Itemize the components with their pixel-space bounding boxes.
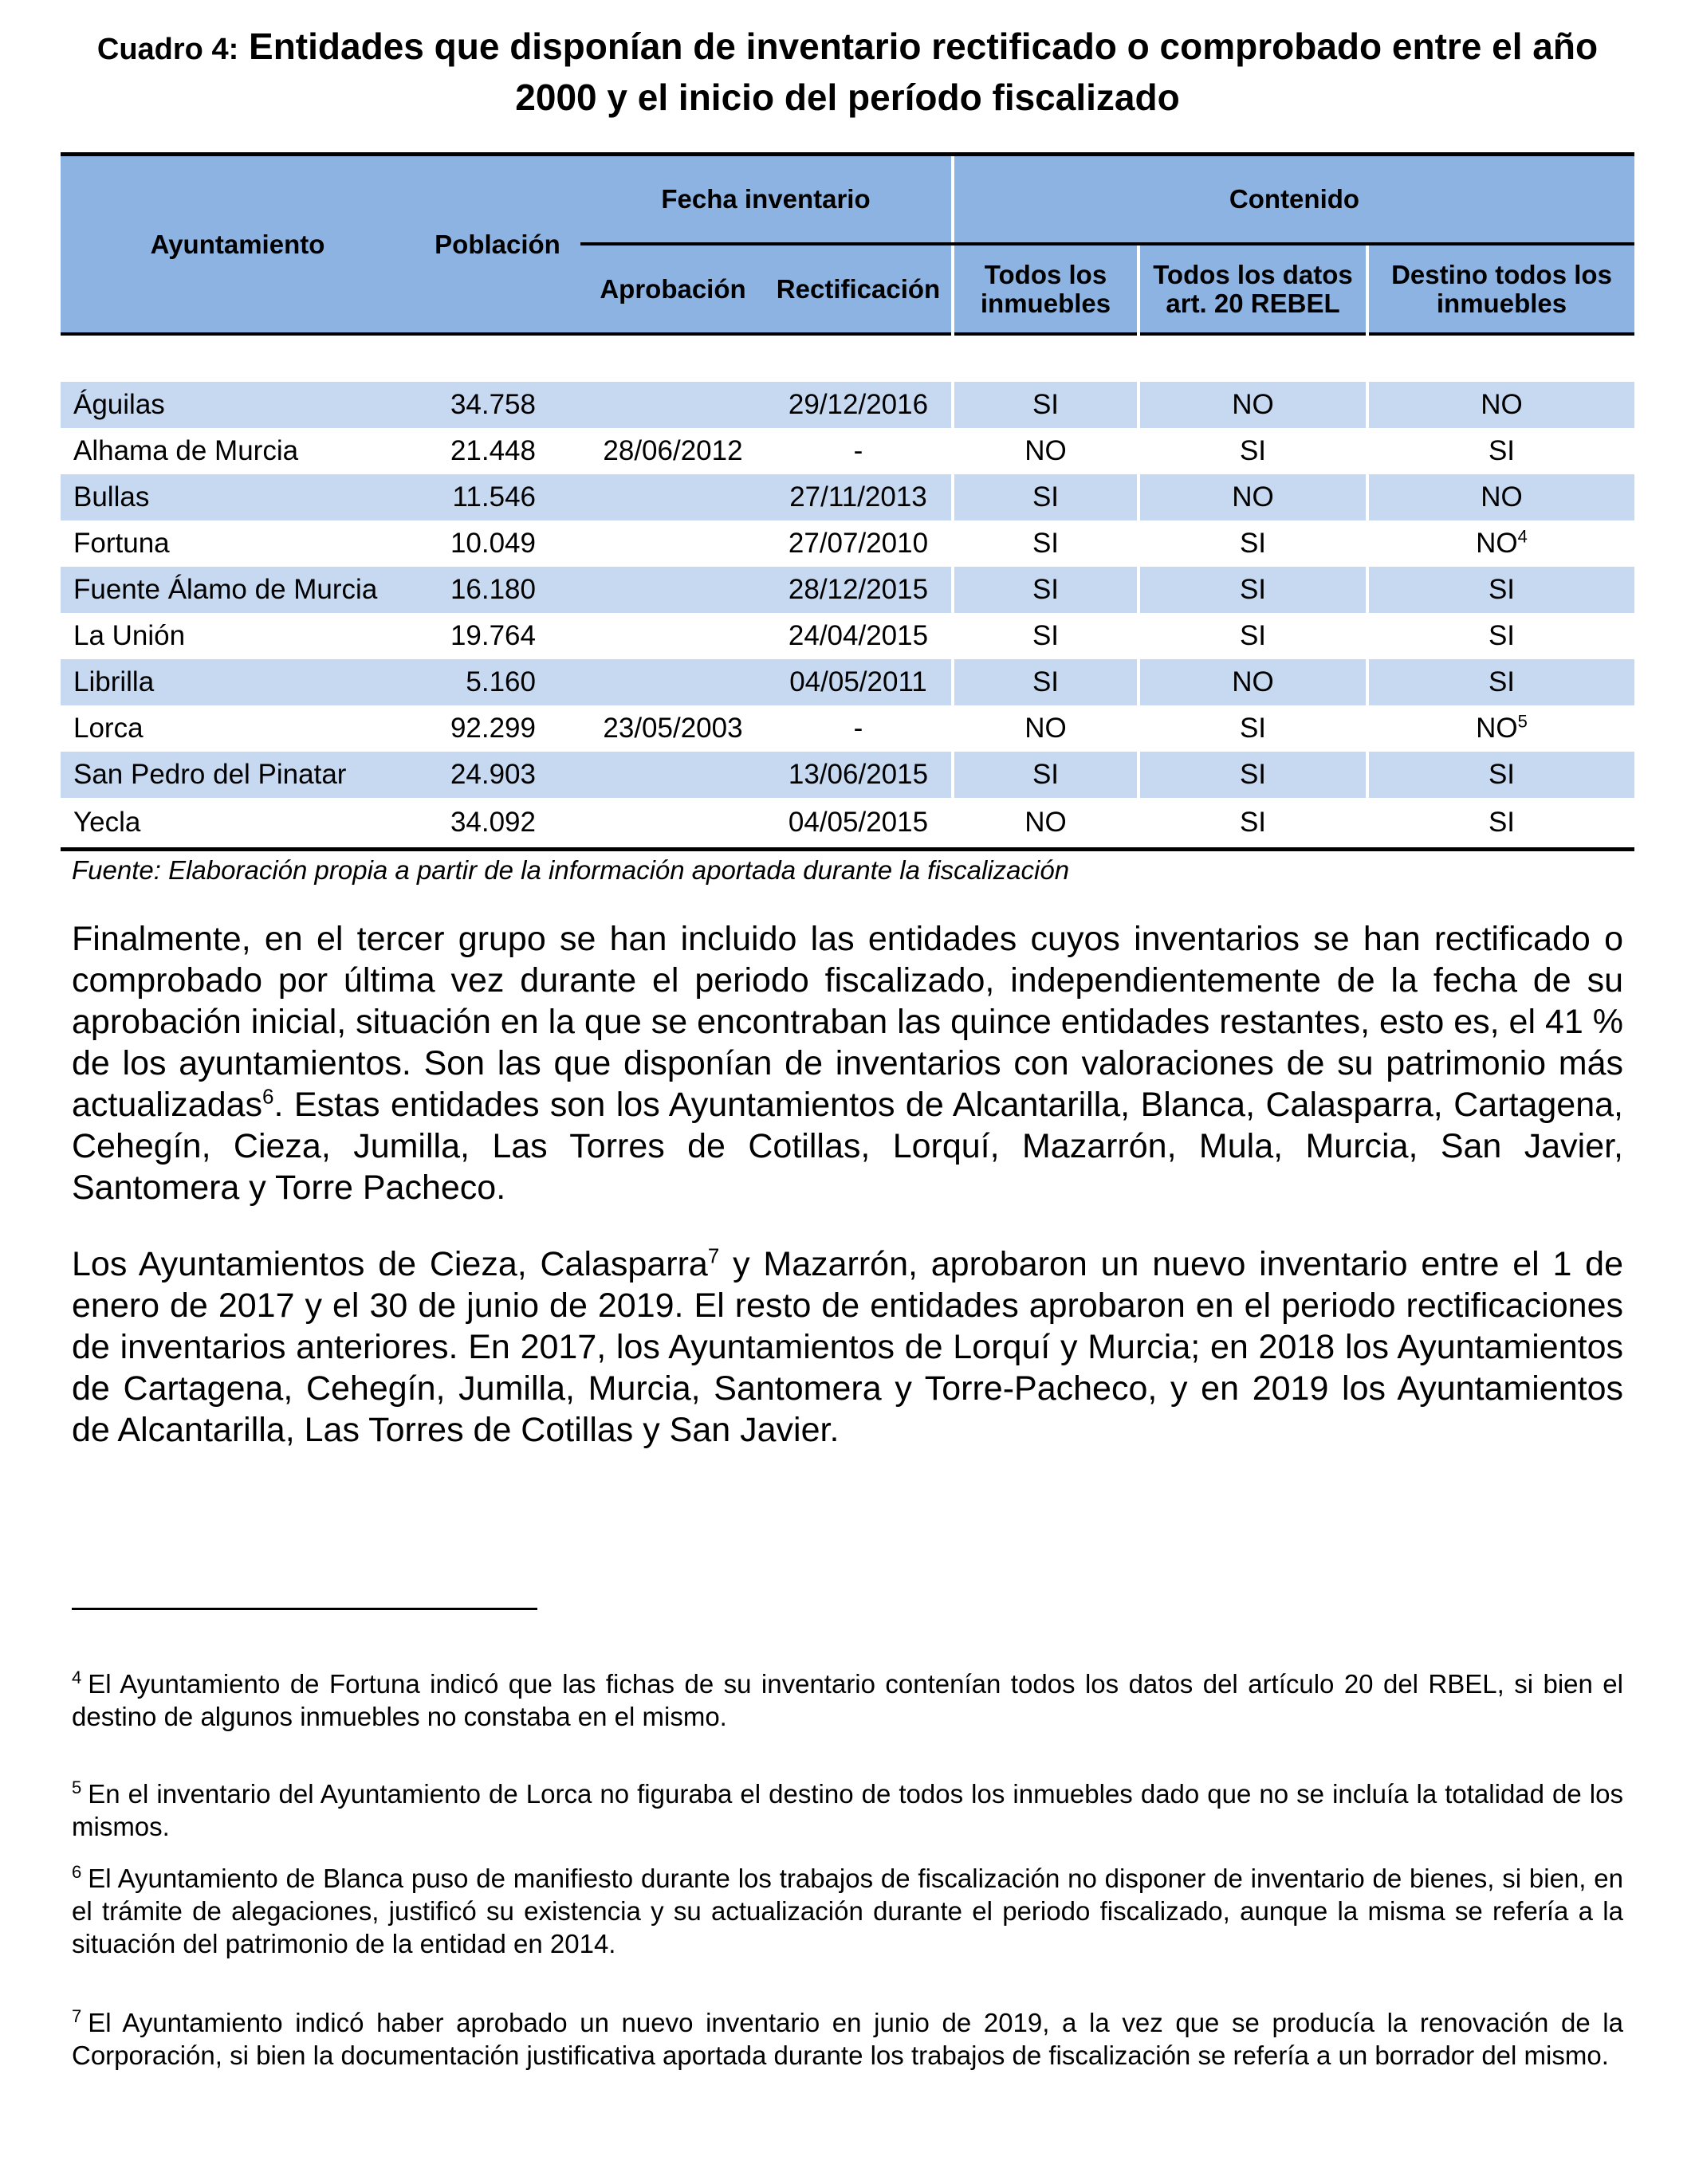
header-separator <box>61 334 1634 382</box>
header-destino: Destino todos los inmuebles <box>1367 244 1634 334</box>
paragraph-text: Los Ayuntamientos de Cieza, Calasparra <box>72 1245 708 1283</box>
footnote-ref: 5 <box>1517 711 1528 732</box>
cell-ayuntamiento: Águilas <box>61 382 415 428</box>
cell-todos-datos: SI <box>1139 520 1367 567</box>
cell-destino-value: SI <box>1488 807 1516 838</box>
header-todos-datos: Todos los datos art. 20 REBEL <box>1139 244 1367 334</box>
cell-todos-inmuebles: NO <box>953 428 1139 474</box>
table-row <box>61 613 1634 659</box>
cell-todos-datos: SI <box>1139 428 1367 474</box>
footnote-ref: 7 <box>707 1243 720 1268</box>
footnote-text: El Ayuntamiento de Blanca puso de manifiesto durante los trabajos de fiscalización no disponer de inventario de bienes, si bien, en el trámite de alegaciones, justificó su existencia y su actualización durante el periodo fiscalizado, aunque la misma se refería a la situación del patrimonio de la entidad en 2014. <box>72 1864 1623 1958</box>
table-row <box>61 705 1634 752</box>
footnote-number: 4 <box>72 1667 82 1687</box>
table-row <box>61 520 1634 567</box>
cell-ayuntamiento: La Unión <box>61 613 415 659</box>
cell-ayuntamiento: Fuente Álamo de Murcia <box>61 567 415 613</box>
cell-rectificacion: 24/04/2015 <box>765 613 953 659</box>
cell-aprobacion: 23/05/2003 <box>580 705 765 752</box>
table-row <box>61 798 1634 850</box>
table-title-text: Entidades que disponían de inventario rectificado o comprobado entre el año 2000 y el inicio del período fiscalizado <box>249 26 1599 118</box>
cell-destino-value: SI <box>1488 574 1516 605</box>
cell-ayuntamiento: Lorca <box>61 705 415 752</box>
cell-poblacion: 21.448 <box>415 428 580 474</box>
cell-ayuntamiento: Alhama de Murcia <box>61 428 415 474</box>
footnote-ref: 6 <box>262 1084 274 1109</box>
cell-destino <box>1367 567 1634 613</box>
cell-rectificacion: 27/11/2013 <box>765 474 953 520</box>
cell-todos-datos: SI <box>1139 705 1367 752</box>
table-row <box>61 474 1634 520</box>
cell-rectificacion: 04/05/2015 <box>765 798 953 850</box>
cell-aprobacion <box>580 798 765 850</box>
cell-destino-value: SI <box>1488 620 1516 651</box>
cell-todos-datos: NO <box>1139 474 1367 520</box>
cell-aprobacion: 28/06/2012 <box>580 428 765 474</box>
cell-aprobacion <box>580 474 765 520</box>
footnote <box>72 1862 1623 1960</box>
cell-poblacion: 16.180 <box>415 567 580 613</box>
footnote <box>72 2006 1623 2072</box>
table-row <box>61 659 1634 705</box>
cell-poblacion: 10.049 <box>415 520 580 567</box>
cell-destino <box>1367 705 1634 752</box>
cell-poblacion: 34.758 <box>415 382 580 428</box>
inventory-table <box>61 152 1634 851</box>
cell-destino-value: SI <box>1488 759 1516 790</box>
paragraph-text: Finalmente, en el tercer grupo se han incluido las entidades cuyos inventarios se han rectificado o comprobado por última vez durante el periodo fiscalizado, independientemente de la fecha de su aprobación inicial, situación en la que se encontraban las quince entidades restantes, esto es, el 41 % de los ayuntamientos. Son las que disponían de inventarios con valoraciones de su patrimonio más actualizadas <box>72 920 1623 1124</box>
header-contenido: Contenido <box>953 155 1634 245</box>
table-source-note: Fuente: Elaboración propia a partir de la información aportada durante la fiscalización <box>72 855 1070 885</box>
cell-rectificacion: 28/12/2015 <box>765 567 953 613</box>
cell-destino <box>1367 659 1634 705</box>
cell-aprobacion <box>580 382 765 428</box>
cell-destino-value: SI <box>1488 666 1516 697</box>
cell-aprobacion <box>580 520 765 567</box>
header-row-top <box>61 155 1634 245</box>
header-poblacion: Población <box>415 155 580 335</box>
cell-destino <box>1367 613 1634 659</box>
cell-destino-value: NO <box>1481 481 1523 513</box>
footnote-text: En el inventario del Ayuntamiento de Lorca no figuraba el destino de todos los inmuebles dado que no se incluía la totalidad de los mismos. <box>72 1779 1623 1841</box>
table-row <box>61 428 1634 474</box>
cell-destino <box>1367 474 1634 520</box>
cell-destino-value: NO <box>1476 528 1518 559</box>
footnote-divider <box>72 1608 537 1610</box>
table-title-lead: Cuadro 4: <box>96 33 239 66</box>
cell-todos-datos: SI <box>1139 613 1367 659</box>
cell-todos-datos: NO <box>1139 659 1367 705</box>
paragraph-text: . Estas entidades son los Ayuntamientos de Alcantarilla, Blanca, Calasparra, Cartagena, Cehegín, Cieza, Jumilla, Las Torres de Cotillas, Lorquí, Mazarrón, Mula, Murcia, San Javier, Santomera y Torre Pacheco. <box>72 1086 1623 1207</box>
cell-poblacion: 34.092 <box>415 798 580 850</box>
paragraph-text: y Mazarrón, aprobaron un nuevo inventario entre el 1 de enero de 2017 y el 30 de junio de 2019. El resto de entidades aprobaron en el periodo rectificaciones de inventarios anteriores. En 2017, los Ayuntamientos de Lorquí y Murcia; en 2018 los Ayuntamientos de Cartagena, Cehegín, Jumilla, Murcia, Santomera y Torre-Pacheco, y en 2019 los Ayuntamientos de Alcantarilla, Las Torres de Cotillas y San Javier. <box>72 1245 1623 1449</box>
body-paragraph-2 <box>72 1243 1623 1451</box>
cell-ayuntamiento: Fortuna <box>61 520 415 567</box>
cell-rectificacion: - <box>765 428 953 474</box>
cell-destino-value: NO <box>1481 389 1523 420</box>
cell-poblacion: 5.160 <box>415 659 580 705</box>
footnote <box>72 1667 1623 1733</box>
cell-todos-inmuebles: NO <box>953 798 1139 850</box>
cell-rectificacion: 27/07/2010 <box>765 520 953 567</box>
cell-todos-datos: NO <box>1139 382 1367 428</box>
cell-destino-value: SI <box>1488 435 1516 466</box>
table-row <box>61 382 1634 428</box>
table-row <box>61 752 1634 798</box>
cell-destino <box>1367 752 1634 798</box>
cell-todos-inmuebles: SI <box>953 474 1139 520</box>
cell-rectificacion: 13/06/2015 <box>765 752 953 798</box>
footnote-number: 6 <box>72 1862 82 1882</box>
cell-todos-inmuebles: SI <box>953 567 1139 613</box>
cell-rectificacion: 29/12/2016 <box>765 382 953 428</box>
cell-todos-datos: SI <box>1139 798 1367 850</box>
cell-destino <box>1367 382 1634 428</box>
cell-todos-inmuebles: SI <box>953 382 1139 428</box>
cell-ayuntamiento: San Pedro del Pinatar <box>61 752 415 798</box>
cell-rectificacion: 04/05/2011 <box>765 659 953 705</box>
header-ayuntamiento: Ayuntamiento <box>61 155 415 335</box>
footnote <box>72 1777 1623 1843</box>
cell-ayuntamiento: Librilla <box>61 659 415 705</box>
cell-ayuntamiento: Yecla <box>61 798 415 850</box>
cell-todos-inmuebles: SI <box>953 659 1139 705</box>
cell-todos-inmuebles: SI <box>953 613 1139 659</box>
cell-todos-inmuebles: SI <box>953 520 1139 567</box>
footnote-text: El Ayuntamiento de Fortuna indicó que las fichas de su inventario contenían todos los datos del artículo 20 del RBEL, si bien el destino de algunos inmuebles no constaba en el mismo. <box>72 1669 1623 1731</box>
header-aprobacion: Aprobación <box>580 244 765 334</box>
header-todos-inmuebles: Todos los inmuebles <box>953 244 1139 334</box>
cell-destino <box>1367 520 1634 567</box>
header-fecha-inventario: Fecha inventario <box>580 155 953 245</box>
footnote-number: 5 <box>72 1777 82 1797</box>
cell-destino-value: NO <box>1476 713 1518 744</box>
cell-poblacion: 19.764 <box>415 613 580 659</box>
cell-todos-datos: SI <box>1139 567 1367 613</box>
cell-ayuntamiento: Bullas <box>61 474 415 520</box>
cell-aprobacion <box>580 567 765 613</box>
footnote-number: 7 <box>72 2006 82 2026</box>
table-row <box>61 567 1634 613</box>
table-title <box>61 22 1634 121</box>
cell-todos-inmuebles: SI <box>953 752 1139 798</box>
header-rectificacion: Rectificación <box>765 244 953 334</box>
cell-poblacion: 11.546 <box>415 474 580 520</box>
cell-todos-inmuebles: NO <box>953 705 1139 752</box>
cell-poblacion: 24.903 <box>415 752 580 798</box>
body-paragraph-1 <box>72 918 1623 1208</box>
cell-destino <box>1367 798 1634 850</box>
cell-todos-datos: SI <box>1139 752 1367 798</box>
cell-destino <box>1367 428 1634 474</box>
cell-aprobacion <box>580 613 765 659</box>
footnote-ref: 4 <box>1517 526 1528 547</box>
cell-poblacion: 92.299 <box>415 705 580 752</box>
footnote-text: El Ayuntamiento indicó haber aprobado un nuevo inventario en junio de 2019, a la vez que se producía la renovación de la Corporación, si bien la documentación justificativa aportada durante los trabajos de fiscalización se refería a un borrador del mismo. <box>72 2008 1623 2070</box>
cell-aprobacion <box>580 752 765 798</box>
cell-rectificacion: - <box>765 705 953 752</box>
cell-aprobacion <box>580 659 765 705</box>
